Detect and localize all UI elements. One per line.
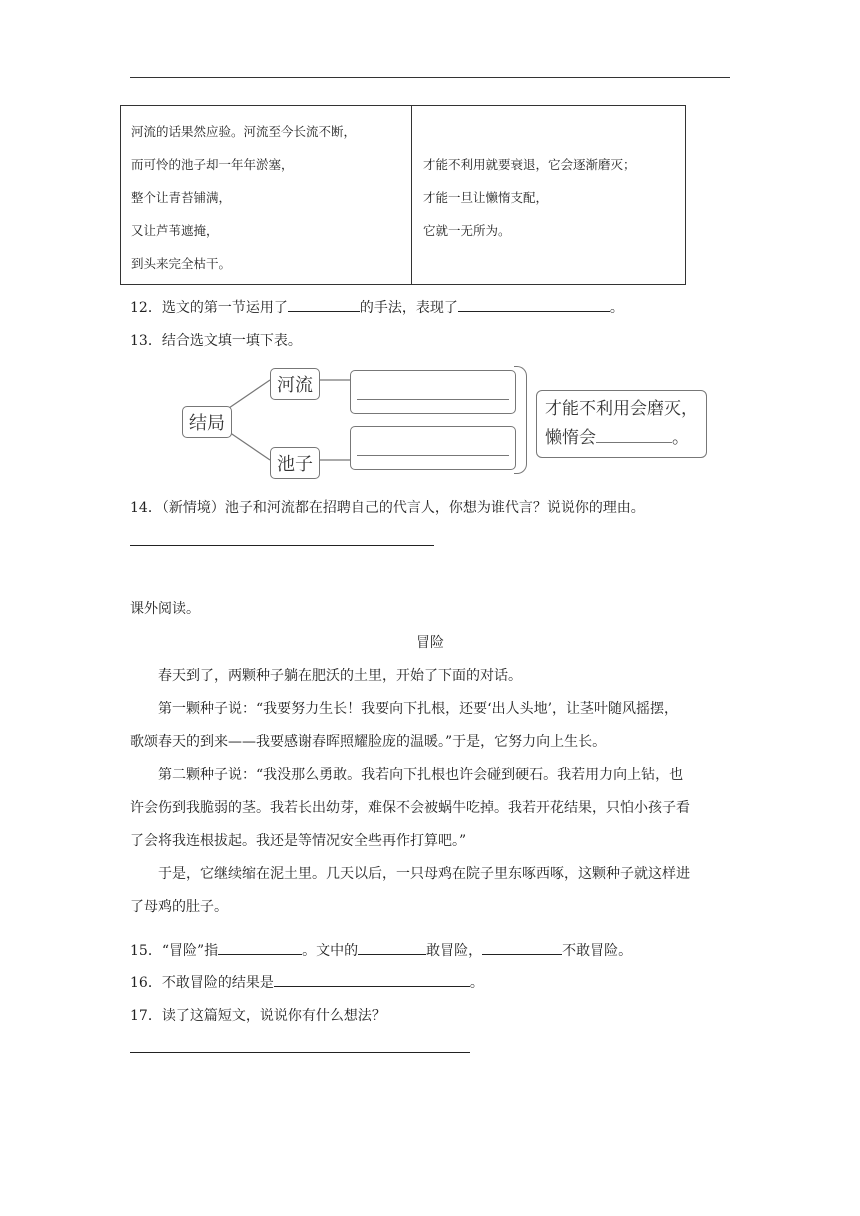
river-answer-line <box>357 399 509 400</box>
story-paragraph-3-line-3: 了会将我连根拔起。我还是等情况安全些再作打算吧。” <box>130 833 467 849</box>
q15-text-a: 15．“冒险”指 <box>130 943 219 959</box>
outcome-diagram <box>178 360 718 480</box>
result-line-1: 才能不利用会磨灭， <box>545 399 698 419</box>
question-16 <box>130 972 484 992</box>
diagram-river-label: 河流 <box>270 368 320 400</box>
section-heading: 课外阅读。 <box>130 601 200 617</box>
q16-text-b: 。 <box>469 975 484 991</box>
result-line-2 <box>545 424 698 453</box>
question-17: 17．读了这篇短文，说说你有什么想法？ <box>130 1008 386 1024</box>
q15-text-c: 敢冒险， <box>426 943 483 959</box>
q16-blank[interactable] <box>274 974 470 987</box>
q14-answer-line[interactable] <box>130 545 434 546</box>
pond-answer-box[interactable] <box>350 426 516 470</box>
table-left-line: 而可怜的池子却一年年淤塞， <box>131 157 294 172</box>
table-right-line: 才能不利用就要衰退，它会逐渐磨灭； <box>423 157 636 172</box>
q12-text-b: 的手法，表现了 <box>359 300 458 316</box>
result-line-2-b: 。 <box>672 428 689 448</box>
diagram-root-label: 结局 <box>182 406 232 438</box>
q15-text-b: 。文中的 <box>302 943 359 959</box>
table-divider <box>411 106 412 284</box>
table-left-line: 河流的话果然应验。河流至今长流不断， <box>131 124 357 139</box>
question-15 <box>130 940 632 960</box>
river-answer-box[interactable] <box>350 370 516 414</box>
diagram-pond-label: 池子 <box>270 447 320 479</box>
q12-text-c: 。 <box>609 300 624 316</box>
table-left-line: 整个让青苔铺满， <box>131 190 232 205</box>
q15-blank-1[interactable] <box>218 942 302 955</box>
question-13: 13．结合选文填一填下表。 <box>130 333 302 349</box>
question-14: 14．（新情境）池子和河流都在招聘自己的代言人，你想为谁代言？说说你的理由。 <box>130 500 645 516</box>
table-right-line: 它就一无所为。 <box>423 223 511 238</box>
story-paragraph-4-line-1: 于是，它继续缩在泥土里。几天以后，一只母鸡在院子里东啄西啄，这颗种子就这样进 <box>158 866 690 882</box>
diagram-brace <box>514 366 527 474</box>
story-paragraph-2-line-2: 歌颂春天的到来——我要感谢春晖照耀脸庞的温暖。”于是，它努力向上生长。 <box>130 734 607 750</box>
story-paragraph-3-line-2: 许会伤到我脆弱的茎。我若长出幼芽，难保不会被蜗牛吃掉。我若开花结果，只怕小孩子看 <box>130 800 690 816</box>
question-12 <box>130 297 624 317</box>
story-paragraph-2-line-1: 第一颗种子说：“我要努力生长！我要向下扎根，还要‘出人头地’，让茎叶随风摇摆， <box>158 701 679 717</box>
story-paragraph-4-line-2: 了母鸡的肚子。 <box>130 899 228 915</box>
q12-blank-1[interactable] <box>288 299 360 312</box>
q17-answer-line[interactable] <box>130 1052 470 1053</box>
header-rule <box>130 77 730 78</box>
story-title: 冒险 <box>416 635 444 651</box>
q12-blank-2[interactable] <box>458 299 610 312</box>
story-paragraph-3-line-1: 第二颗种子说：“我没那么勇敢。我若向下扎根也许会碰到硬石。我若用力向上钻，也 <box>158 767 684 783</box>
result-line-2-a: 懒惰会 <box>545 428 596 448</box>
q15-blank-2[interactable] <box>358 942 426 955</box>
diagram-result-box <box>536 390 707 458</box>
table-left-line: 到头来完全枯干。 <box>131 256 232 271</box>
q15-blank-3[interactable] <box>482 942 562 955</box>
table-left-line: 又让芦苇遮掩， <box>131 223 219 238</box>
q16-text-a: 16．不敢冒险的结果是 <box>130 975 274 991</box>
poem-table <box>120 105 686 285</box>
q12-text-a: 12．选文的第一节运用了 <box>130 300 288 316</box>
story-paragraph-1: 春天到了，两颗种子躺在肥沃的土里，开始了下面的对话。 <box>158 668 522 684</box>
table-right-line: 才能一旦让懒惰支配， <box>423 190 549 205</box>
result-blank[interactable] <box>596 428 672 443</box>
q15-text-d: 不敢冒险。 <box>562 943 633 959</box>
pond-answer-line <box>357 455 509 456</box>
story-body <box>130 660 730 924</box>
